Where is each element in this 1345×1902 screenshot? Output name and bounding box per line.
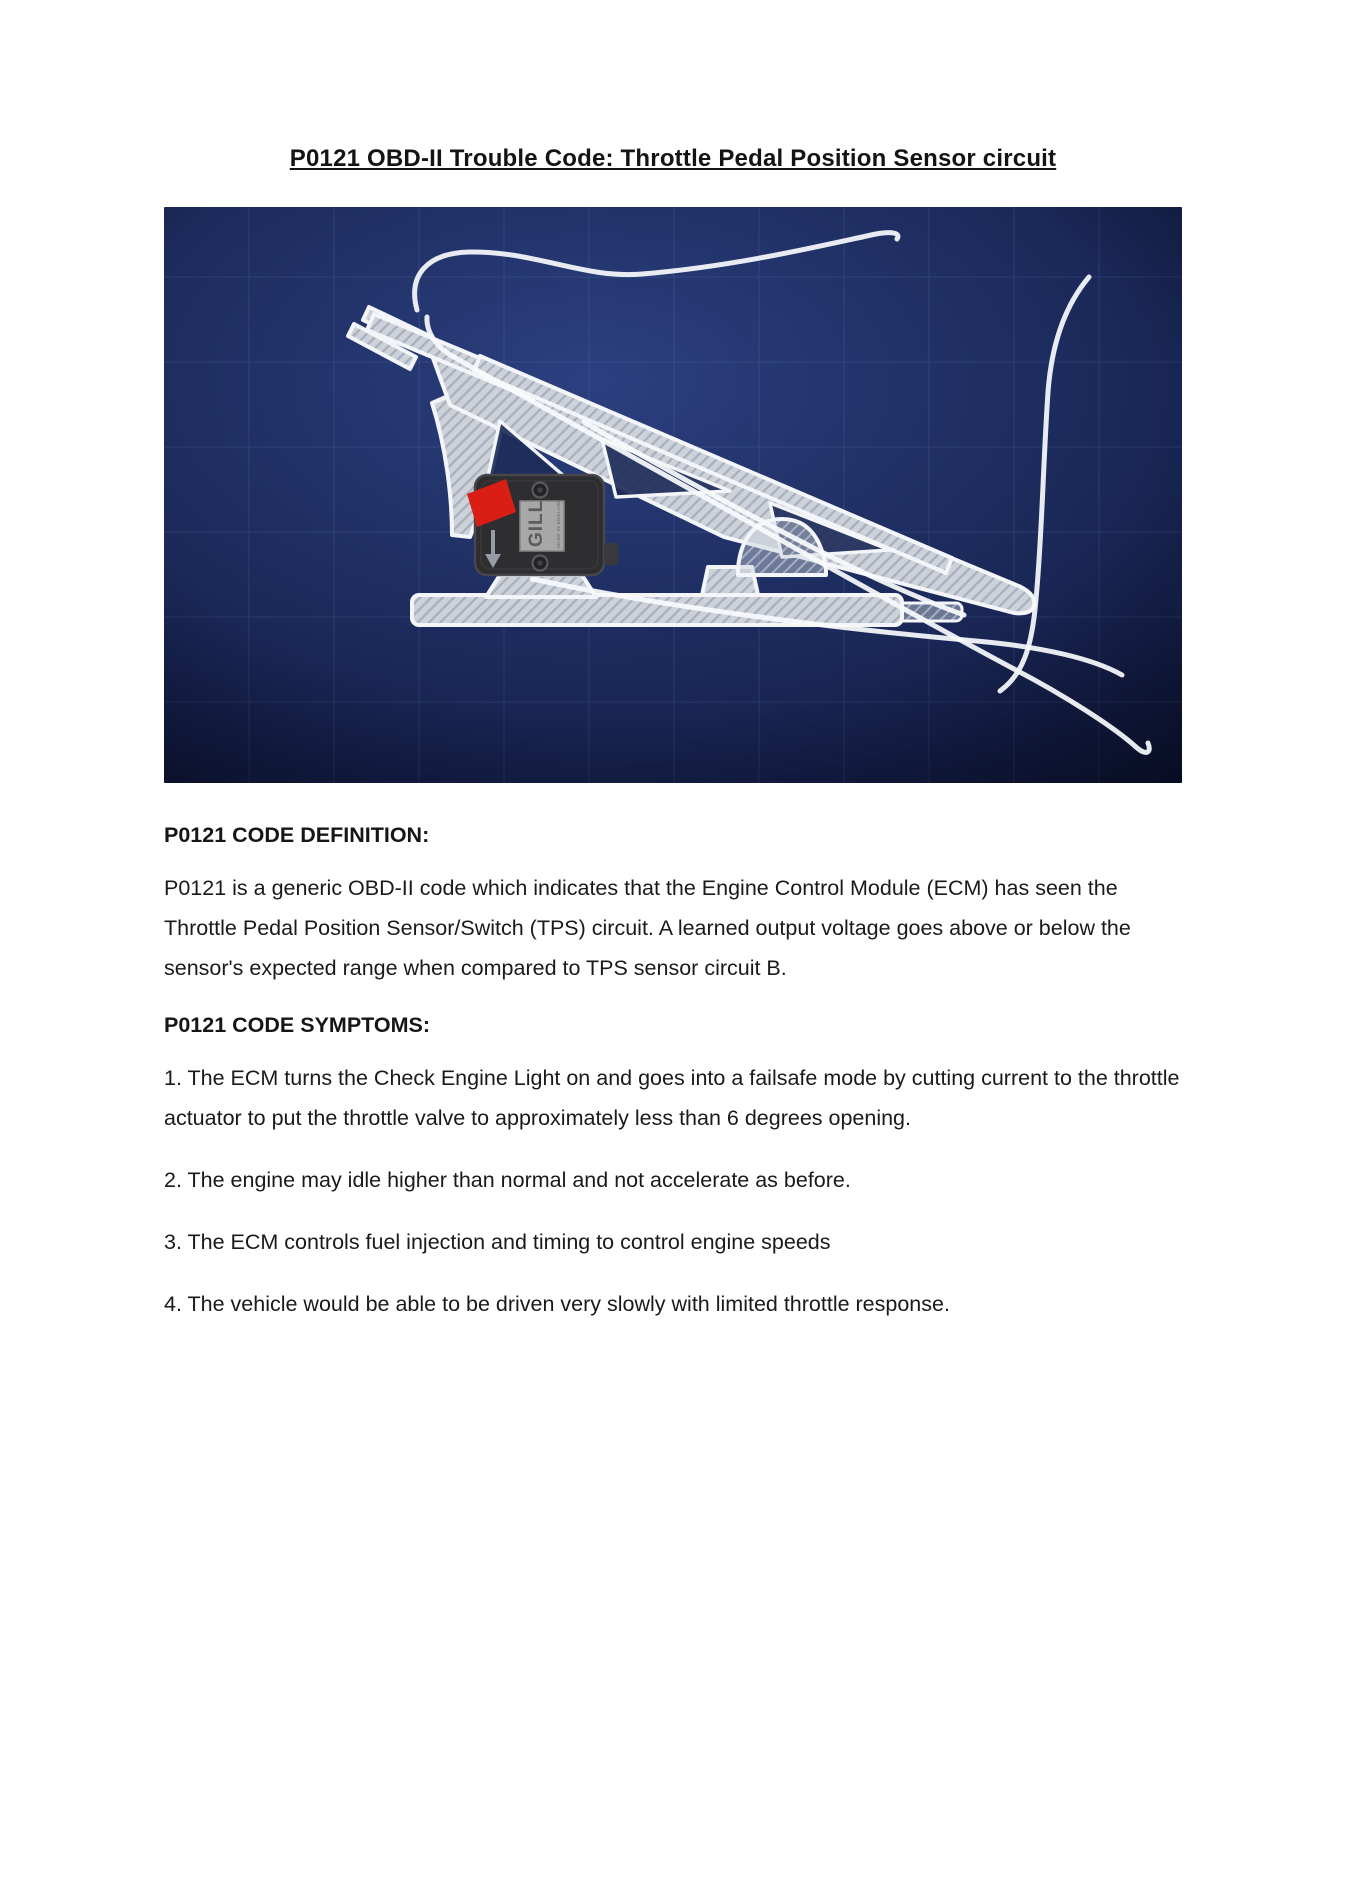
symptom-item-1: 1. The ECM turns the Check Engine Light on and goes into a failsafe mode by cutting current to the throttle actuator to put the throttle valve to approximately less than 6 degrees opening.: [164, 1066, 1180, 1130]
definition-heading: P0121 CODE DEFINITION:: [164, 823, 430, 847]
symptom-item-3: 3. The ECM controls fuel injection and timing to control engine speeds: [164, 1230, 831, 1254]
section-symptoms: [164, 1010, 1182, 1324]
document-title: P0121 OBD-II Trouble Code: Throttle Pedal Position Sensor circuit: [289, 145, 1057, 172]
screw-center: [537, 487, 542, 492]
screw-center: [537, 560, 542, 565]
sensor-brand-sublabel: MADE IN ENGLAND: [556, 499, 561, 548]
symptom-item-2: 2. The engine may idle higher than normal and not accelerate as before.: [164, 1168, 851, 1192]
definition-paragraph: P0121 is a generic OBD-II code which indicates that the Engine Control Module (ECM) has seen the Throttle Pedal Position Sensor/Switch (TPS) circuit. A learned output voltage goes above or below the sensor's expected range when compared to TPS sensor circuit B.: [164, 876, 1131, 980]
section-definition: [164, 820, 1182, 988]
throttle-position-sensor: [467, 475, 618, 575]
symptom-item-4: 4. The vehicle would be able to be driven very slowly with limited throttle response.: [164, 1292, 950, 1316]
pedal-illustration-figure: [164, 207, 1182, 783]
sensor-connector: [604, 543, 618, 565]
pedal-illustration: [164, 207, 1182, 783]
sensor-brand-label: GILL: [526, 499, 547, 547]
symptoms-heading: P0121 CODE SYMPTOMS:: [164, 1013, 431, 1037]
